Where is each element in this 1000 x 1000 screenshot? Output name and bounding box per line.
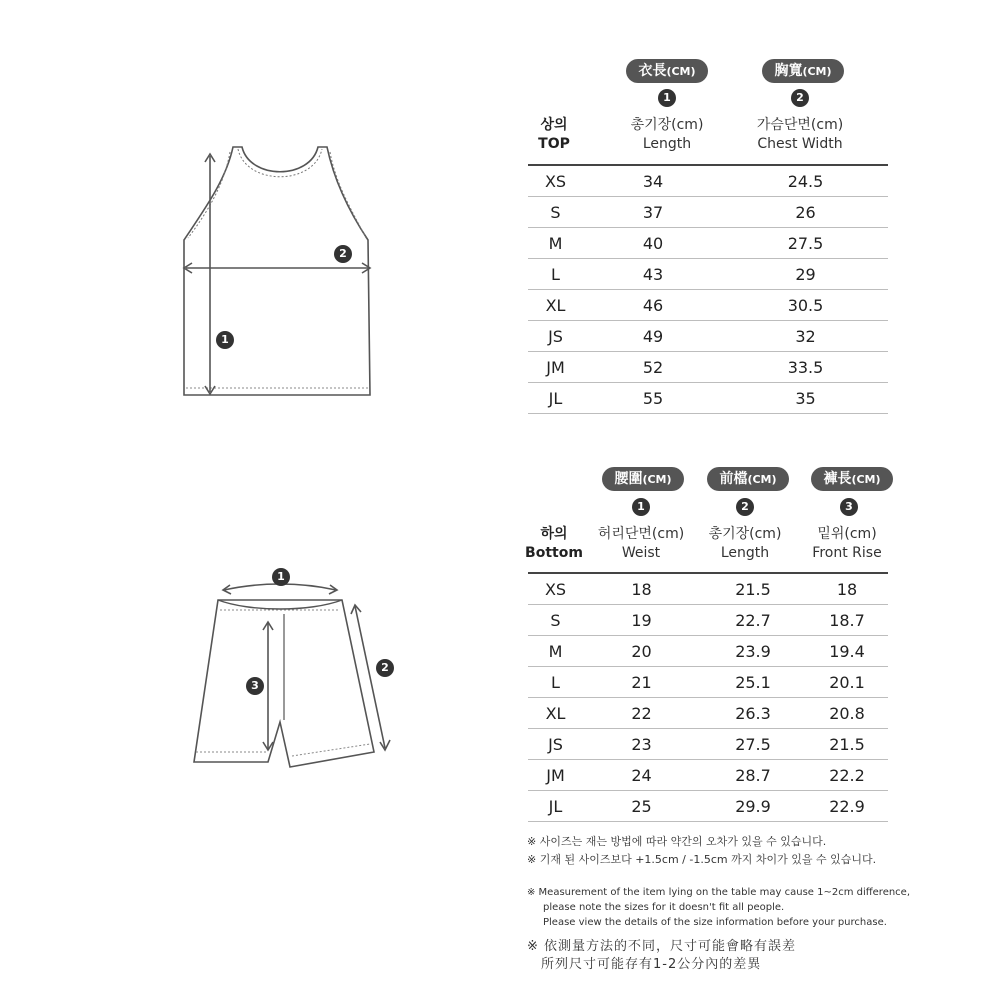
top-size-row xyxy=(528,290,888,321)
top-size-value: 32 xyxy=(723,321,888,352)
bottom-length-header-ko: 총기장(cm) xyxy=(708,526,782,542)
tank-top-diagram xyxy=(170,140,390,410)
bottom-size-value: 24 xyxy=(583,760,700,791)
bottom-size-value: 23 xyxy=(583,729,700,760)
top-size-label: M xyxy=(528,228,583,259)
top-size-label: L xyxy=(528,259,583,290)
top-size-row xyxy=(528,197,888,228)
bottom-row-header-ko: 하의 xyxy=(540,526,568,542)
bottom-size-value: 18.7 xyxy=(806,605,888,636)
bottom-length-pill-unit: (CM) xyxy=(747,473,777,486)
top-chest-header xyxy=(730,116,870,154)
top-size-value: 29 xyxy=(723,259,888,290)
bottom-rise-header-en: Front Rise xyxy=(812,545,882,561)
top-size-value: 49 xyxy=(583,321,723,352)
bottom-size-value: 18 xyxy=(806,573,888,605)
top-size-row xyxy=(528,352,888,383)
bottom-size-value: 22 xyxy=(583,698,700,729)
top-size-value: 43 xyxy=(583,259,723,290)
bottom-length-header-en: Length xyxy=(720,545,770,561)
bottom-length-header xyxy=(690,525,800,563)
bottom-waist-col-number: 1 xyxy=(632,498,650,516)
bottom-size-label: L xyxy=(528,667,583,698)
top-chest-pill-unit: (CM) xyxy=(802,65,832,78)
bottom-waist-pill xyxy=(602,467,684,491)
top-length-pill-zh: 衣長 xyxy=(638,63,667,79)
bottom-size-value: 22.2 xyxy=(806,760,888,791)
bottom-size-value: 19 xyxy=(583,605,700,636)
bottom-size-value: 28.7 xyxy=(700,760,806,791)
tank-top-outline xyxy=(184,147,370,395)
top-size-value: 24.5 xyxy=(723,165,888,197)
note-zh-1: ※ 依測量方法的不同，尺寸可能會略有誤差 xyxy=(527,939,797,954)
bottom-size-label: JM xyxy=(528,760,583,791)
top-size-label: XL xyxy=(528,290,583,321)
top-size-value: 30.5 xyxy=(723,290,888,321)
top-length-pill xyxy=(626,59,708,83)
shorts-diagram xyxy=(180,570,410,780)
top-size-label: JL xyxy=(528,383,583,414)
top-size-value: 52 xyxy=(583,352,723,383)
bottom-size-row xyxy=(528,729,888,760)
bottom-size-value: 26.3 xyxy=(700,698,806,729)
top-length-header-ko: 총기장(cm) xyxy=(630,117,704,133)
top-size-row xyxy=(528,383,888,414)
top-size-value: 35 xyxy=(723,383,888,414)
top-chest-header-ko: 가슴단면(cm) xyxy=(756,117,844,133)
top-chest-pill xyxy=(762,59,844,83)
top-size-value: 34 xyxy=(583,165,723,197)
top-row-header xyxy=(524,116,584,154)
top-row-header-en: TOP xyxy=(538,136,570,152)
bottom-rise-marker: 3 xyxy=(246,677,264,695)
note-en-1: ※ Measurement of the item lying on the table may cause 1~2cm difference, xyxy=(527,887,911,898)
bottom-size-value: 20.1 xyxy=(806,667,888,698)
bottom-size-value: 22.9 xyxy=(806,791,888,822)
bottom-size-value: 25.1 xyxy=(700,667,806,698)
bottom-size-value: 20.8 xyxy=(806,698,888,729)
bottom-size-value: 23.9 xyxy=(700,636,806,667)
top-row-header-ko: 상의 xyxy=(540,117,568,133)
top-chest-col-number: 2 xyxy=(791,89,809,107)
top-length-header-en: Length xyxy=(642,136,692,152)
bottom-size-row xyxy=(528,698,888,729)
bottom-size-row xyxy=(528,605,888,636)
top-size-value: 26 xyxy=(723,197,888,228)
bottom-waist-marker: 1 xyxy=(272,568,290,586)
bottom-size-value: 25 xyxy=(583,791,700,822)
bottom-size-value: 21.5 xyxy=(700,573,806,605)
bottom-size-row xyxy=(528,667,888,698)
bottom-size-value: 19.4 xyxy=(806,636,888,667)
bottom-rise-pill-zh: 褲長 xyxy=(823,471,852,487)
top-length-header xyxy=(597,116,737,154)
top-size-table xyxy=(528,164,888,414)
top-size-value: 33.5 xyxy=(723,352,888,383)
top-size-value: 46 xyxy=(583,290,723,321)
bottom-size-value: 22.7 xyxy=(700,605,806,636)
bottom-length-col-number: 2 xyxy=(736,498,754,516)
top-size-label: XS xyxy=(528,165,583,197)
note-ko-1: ※ 사이즈는 재는 방법에 따라 약간의 오차가 있을 수 있습니다. xyxy=(527,835,827,848)
top-size-label: JM xyxy=(528,352,583,383)
bottom-size-value: 21 xyxy=(583,667,700,698)
bottom-row-header-en: Bottom xyxy=(525,545,583,561)
bottom-size-value: 27.5 xyxy=(700,729,806,760)
bottom-size-row xyxy=(528,760,888,791)
bottom-size-row xyxy=(528,573,888,605)
bottom-length-pill xyxy=(707,467,789,491)
bottom-size-label: XS xyxy=(528,573,583,605)
bottom-rise-header xyxy=(792,525,902,563)
bottom-waist-pill-unit: (CM) xyxy=(642,473,672,486)
bottom-size-table xyxy=(528,572,888,822)
bottom-size-label: M xyxy=(528,636,583,667)
top-length-col-number: 1 xyxy=(658,89,676,107)
note-zh-2: 所列尺寸可能存有1-2公分內的差異 xyxy=(541,957,762,972)
top-size-row xyxy=(528,259,888,290)
bottom-length-marker: 2 xyxy=(376,659,394,677)
top-chest-marker: 2 xyxy=(334,245,352,263)
top-size-label: JS xyxy=(528,321,583,352)
bottom-size-row xyxy=(528,636,888,667)
bottom-size-value: 20 xyxy=(583,636,700,667)
top-length-marker: 1 xyxy=(216,331,234,349)
bottom-waist-pill-zh: 腰圍 xyxy=(614,471,643,487)
bottom-size-label: S xyxy=(528,605,583,636)
top-size-row xyxy=(528,228,888,259)
bottom-size-value: 18 xyxy=(583,573,700,605)
top-size-value: 27.5 xyxy=(723,228,888,259)
note-ko-2: ※ 기재 된 사이즈보다 +1.5cm / -1.5cm 까지 차이가 있을 수 있습니다. xyxy=(527,853,877,866)
bottom-size-label: JL xyxy=(528,791,583,822)
top-size-value: 37 xyxy=(583,197,723,228)
bottom-waist-header xyxy=(586,525,696,563)
bottom-size-value: 29.9 xyxy=(700,791,806,822)
bottom-waist-header-ko: 허리단면(cm) xyxy=(597,526,685,542)
top-size-label: S xyxy=(528,197,583,228)
bottom-size-label: XL xyxy=(528,698,583,729)
bottom-waist-header-en: Weist xyxy=(621,545,661,561)
bottom-size-value: 21.5 xyxy=(806,729,888,760)
top-chest-header-en: Chest Width xyxy=(757,136,843,152)
top-chest-pill-zh: 胸寬 xyxy=(774,63,803,79)
bottom-rise-col-number: 3 xyxy=(840,498,858,516)
bottom-length-pill-zh: 前檔 xyxy=(719,471,748,487)
note-en-3: Please view the details of the size information before your purchase. xyxy=(543,917,887,928)
bottom-rise-pill xyxy=(811,467,893,491)
top-size-value: 40 xyxy=(583,228,723,259)
top-size-row xyxy=(528,321,888,352)
top-size-row xyxy=(528,165,888,197)
bottom-row-header xyxy=(520,525,588,563)
bottom-rise-pill-unit: (CM) xyxy=(851,473,881,486)
top-length-pill-unit: (CM) xyxy=(666,65,696,78)
bottom-size-row xyxy=(528,791,888,822)
bottom-size-label: JS xyxy=(528,729,583,760)
note-en-2: please note the sizes for it doesn't fit all people. xyxy=(543,902,785,913)
bottom-rise-header-ko: 밑위(cm) xyxy=(817,526,877,542)
top-size-value: 55 xyxy=(583,383,723,414)
